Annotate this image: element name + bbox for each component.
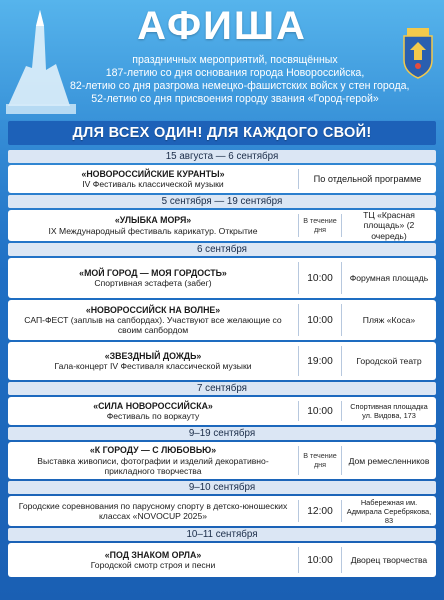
event-time: В течение дня [303,216,337,234]
schedule-date-header: 6 сентября [8,243,436,256]
schedule-date-header: 9–10 сентября [8,481,436,494]
event-info [8,210,298,241]
event-description: IX Международный фестиваль карикатур. Открытие [48,225,258,236]
schedule-date-header: 5 сентября — 19 сентября [8,195,436,208]
schedule-date-header: 7 сентября [8,382,436,395]
event-name: «ЗВЕЗДНЫЙ ДОЖДЬ» [104,350,202,361]
event-description: САП-ФЕСТ (заплыв на сапбордах). Участвуют все желающие со своим сапбордом [24,315,282,336]
page-subtitle [70,54,410,106]
event-name: «НОВОРОССИЙСКИЕ КУРАНТЫ» [81,168,225,179]
event-place: Городской театр [356,356,422,367]
event-row [8,210,436,241]
event-place: Набережная им. Адмирала Серебрякова, 83 [346,497,432,525]
event-description: Городские соревнования по парусному спорту в детско-юношеских классах «NOVOCUP 2025» [18,501,288,522]
event-info [8,300,298,340]
event-time: 12:00 [307,505,333,517]
event-time: 19:00 [307,355,333,367]
city-crest-icon [398,26,438,82]
event-info [8,165,298,193]
event-place: Дворец творчества [350,555,428,566]
event-info [8,543,298,577]
subtitle-line: праздничных мероприятий, посвящённых [132,54,338,66]
slogan-banner: ДЛЯ ВСЕХ ОДИН! ДЛЯ КАЖДОГО СВОЙ! [8,121,436,145]
event-time: 10:00 [307,314,333,326]
event-row [8,258,436,298]
schedule-date-header: 15 августа — 6 сентября [8,150,436,163]
subtitle-line: 82-летию со дня разгрома немецко-фашистских войск у стен города, [70,80,410,92]
schedule-date-header: 9–19 сентября [8,427,436,440]
event-time: 10:00 [307,554,333,566]
subtitle-line: 187-летию со дня основания города Новороссийска, [105,67,365,79]
event-name: «СИЛА НОВОРОССИЙСКА» [93,400,213,411]
event-description: Гала-концерт IV Фестиваля классической музыки [54,361,252,372]
event-row [8,165,436,193]
event-info [8,496,298,526]
event-name: «УЛЫБКА МОРЯ» [114,215,192,226]
event-info [8,258,298,298]
event-row [8,442,436,479]
header [0,0,444,120]
event-time: 10:00 [307,272,333,284]
event-info [8,442,298,479]
event-name: «МОЙ ГОРОД — МОЯ ГОРДОСТЬ» [79,267,227,278]
event-row [8,300,436,340]
event-place: По отдельной программе [313,173,422,184]
event-place: Пляж «Коса» [362,315,416,326]
event-name: «К ГОРОДУ — С ЛЮБОВЬЮ» [89,445,217,456]
event-place: Форумная площадь [349,273,429,284]
event-place: ТЦ «Красная площадь» (2 очередь) [363,210,415,241]
event-description: Фестиваль по воркауту [106,411,200,422]
event-place: Дом ремесленников [348,455,430,466]
event-name: «ПОД ЗНАКОМ ОРЛА» [104,550,202,561]
event-info [8,397,298,425]
event-time: 10:00 [307,405,333,417]
page-title: АФИША [137,4,307,48]
event-description: IV Фестиваль классической музыки [82,179,224,189]
schedule-date-header: 10–11 сентября [8,528,436,541]
event-row [8,397,436,425]
schedule-table [8,150,436,579]
event-row [8,342,436,380]
subtitle-line: 52-летию со дня присвоения городу звания «Город-герой» [91,93,379,105]
event-name: «НОВОРОССИЙСК НА ВОЛНЕ» [85,304,221,315]
event-row [8,496,436,526]
event-info [8,342,298,380]
event-row [8,543,436,577]
event-time: В течение дня [303,451,337,469]
event-description: Городской смотр строя и песни [90,560,216,571]
event-place: Спортивная площадка ул. Видова, 173 [350,402,428,421]
event-description: Выставка живописи, фотографии и изделий декоративно-прикладного творчества [37,455,269,477]
event-description: Спортивная эстафета (забег) [94,278,212,289]
